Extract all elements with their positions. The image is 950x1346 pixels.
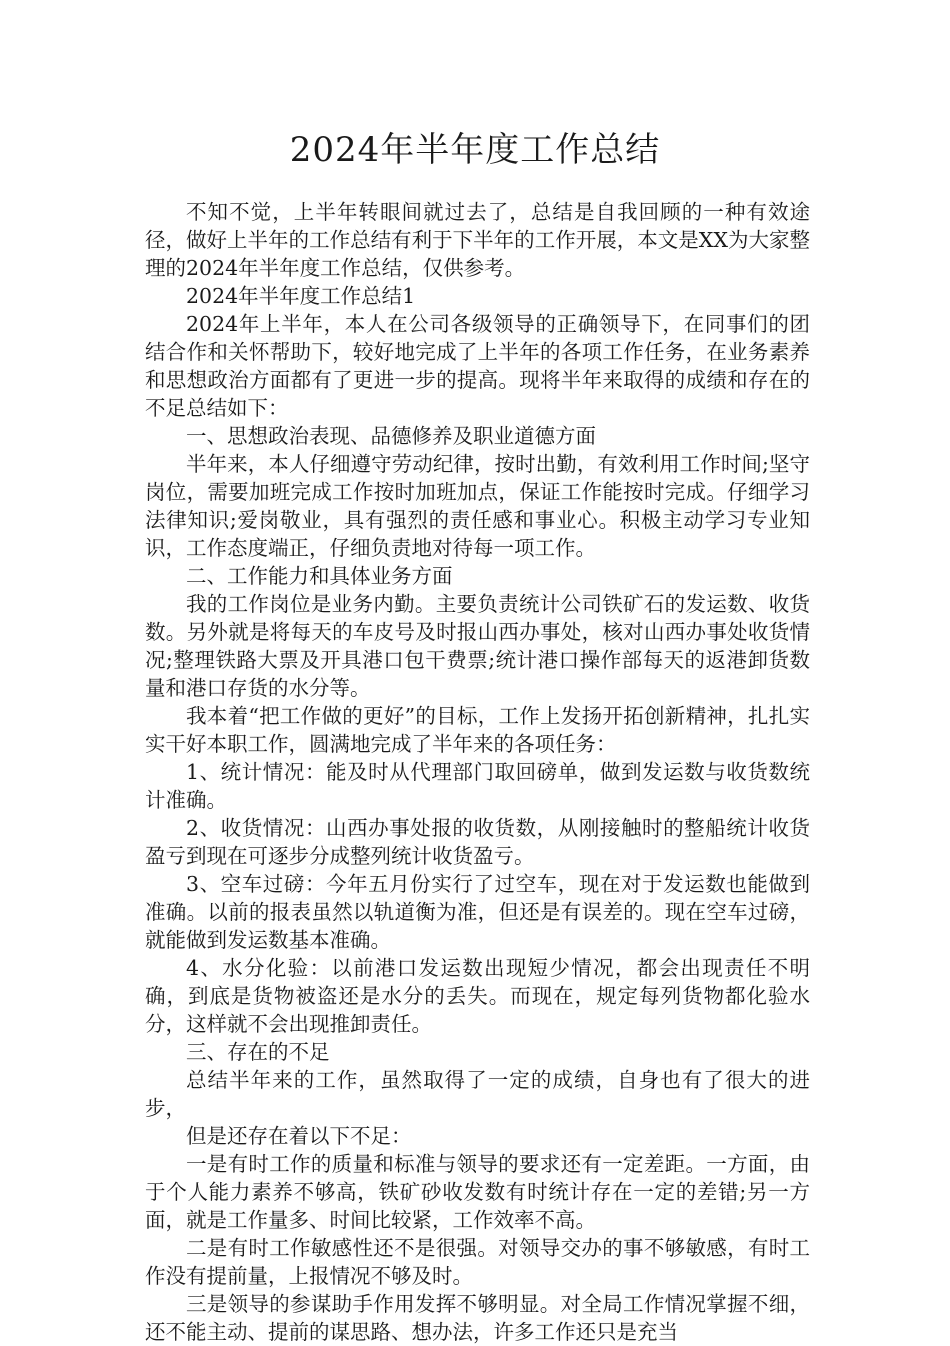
body-paragraph: 2024年上半年，本人在公司各级领导的正确领导下，在同事们的团结合作和关怀帮助下，较好地完成了上半年的各项工作任务，在业务素养和思想政治方面都有了更进一步的提高。现将半年来取得的成绩和存在的不足总结如下： [145,312,810,420]
list-item: 3、空车过磅：今年五月份实行了过空车，现在对于发运数也能做到准确。以前的报表虽然以轨道衡为准，但还是有误差的。现在空车过磅，就能做到发运数基本准确。 [145,872,810,952]
body-paragraph: 一是有时工作的质量和标准与领导的要求还有一定差距。一方面，由于个人能力素养不够高，铁矿砂收发数有时统计存在一定的差错;另一方面，就是工作量多、时间比较紧，工作效率不高。 [145,1152,810,1232]
document-title: 2024年半年度工作总结 [289,130,661,170]
section-heading: 二、工作能力和具体业务方面 [186,564,453,588]
intro-paragraph: 不知不觉，上半年转眼间就过去了，总结是自我回顾的一种有效途径，做好上半年的工作总结有利于下半年的工作开展，本文是XX为大家整理的2024年半年度工作总结，仅供参考。 [145,200,810,280]
body-paragraph: 二是有时工作敏感性还不是很强。对领导交办的事不够敏感，有时工作没有提前量，上报情况不够及时。 [145,1236,810,1288]
body-paragraph: 但是还存在着以下不足： [186,1124,412,1148]
body-paragraph: 我的工作岗位是业务内勤。主要负责统计公司铁矿石的发运数、收货数。另外就是将每天的车皮号及时报山西办事处，核对山西办事处收货情况;整理铁路大票及开具港口包干费票;统计港口操作部每天的返港卸货数量和港口存货的水分等。 [145,592,810,700]
document-body [145,198,810,1346]
section-heading: 一、思想政治表现、品德修养及职业道德方面 [186,424,596,448]
list-item: 4、水分化验：以前港口发运数出现短少情况，都会出现责任不明确，到底是货物被盗还是水分的丢失。而现在，规定每列货物都化验水分，这样就不会出现推卸责任。 [145,956,810,1036]
section-heading: 2024年半年度工作总结1 [186,284,416,308]
body-paragraph: 三是领导的参谋助手作用发挥不够明显。对全局工作情况掌握不细，还不能主动、提前的谋思路、想办法，许多工作还只是充当 [145,1292,810,1344]
section-heading: 三、存在的不足 [186,1040,330,1064]
body-paragraph: 我本着“把工作做的更好”的目标，工作上发扬开拓创新精神，扎扎实实干好本职工作，圆满地完成了半年来的各项任务： [145,704,810,756]
list-item: 1、统计情况：能及时从代理部门取回磅单，做到发运数与收货数统计准确。 [145,760,810,812]
body-paragraph: 总结半年来的工作，虽然取得了一定的成绩，自身也有了很大的进步， [145,1068,810,1120]
list-item: 2、收货情况：山西办事处报的收货数，从刚接触时的整船统计收货盈亏到现在可逐步分成整列统计收货盈亏。 [145,816,810,868]
body-paragraph: 半年来，本人仔细遵守劳动纪律，按时出勤，有效利用工作时间;坚守岗位，需要加班完成工作按时加班加点，保证工作能按时完成。仔细学习法律知识;爱岗敬业，具有强烈的责任感和事业心。积极主动学习专业知识，工作态度端正，仔细负责地对待每一项工作。 [145,452,810,560]
